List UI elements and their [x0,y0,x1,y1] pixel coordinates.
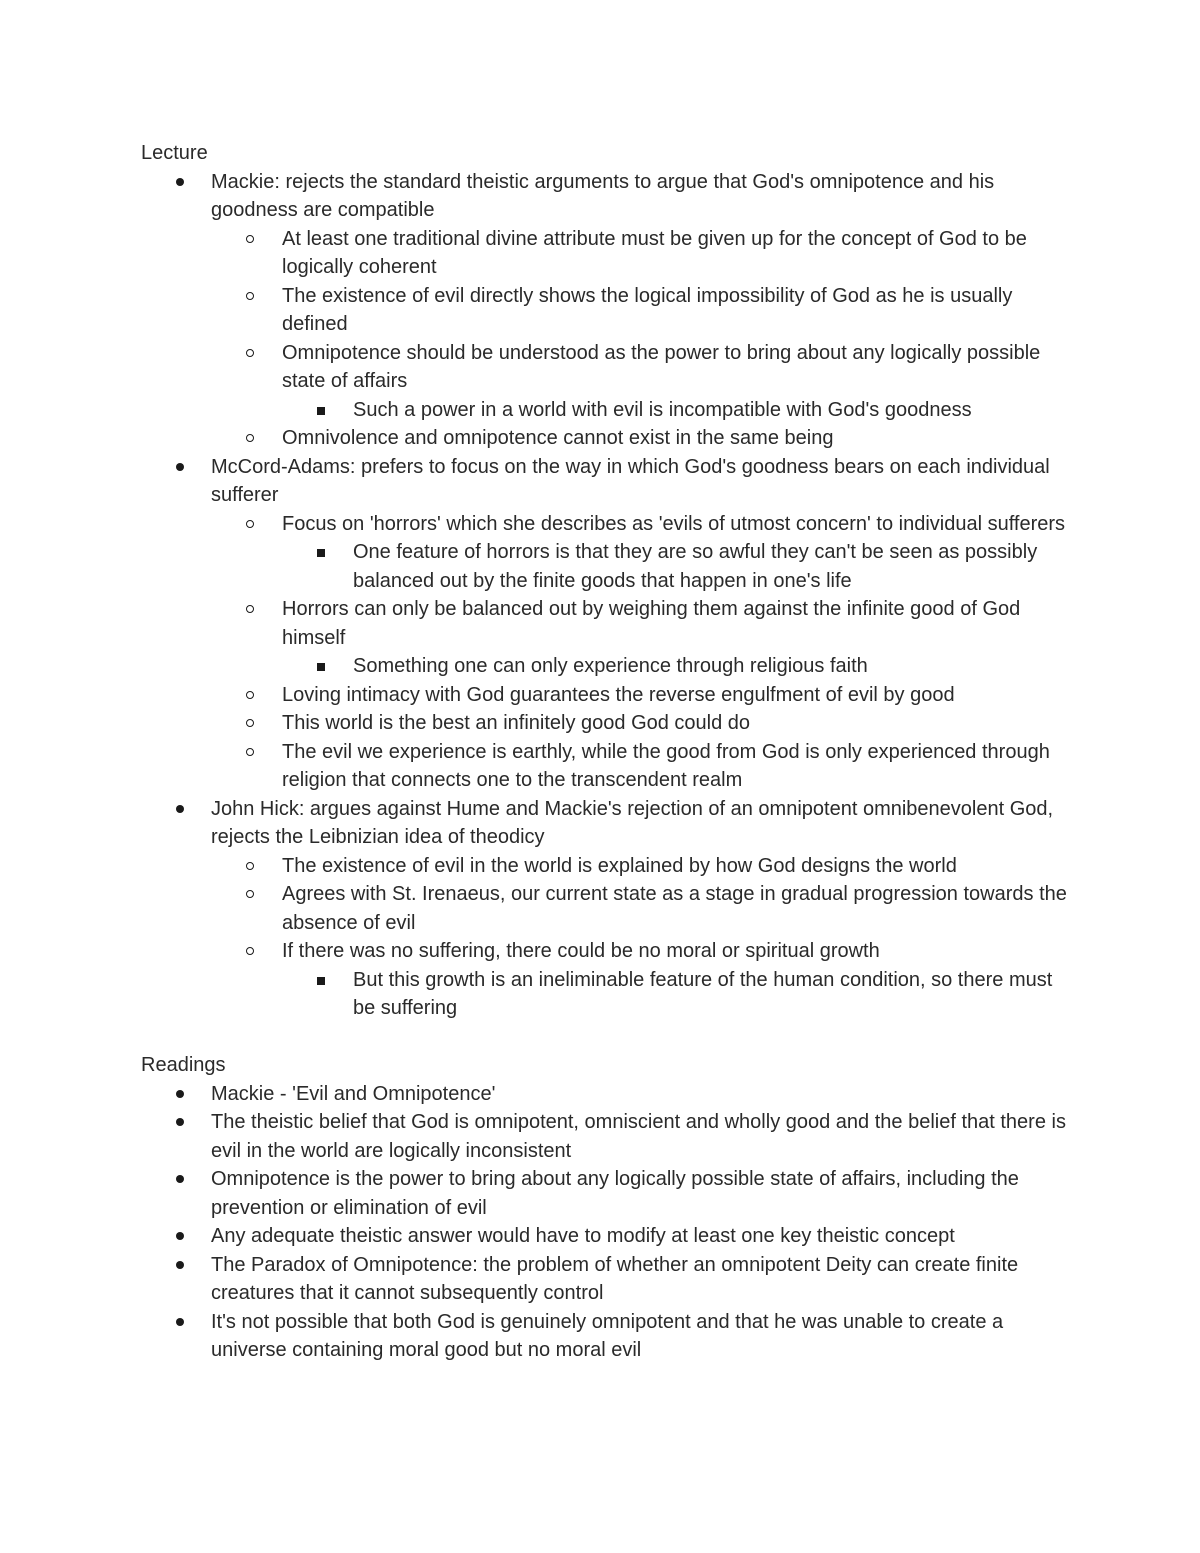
bullet-circle-icon [246,424,254,453]
bullet-circle-icon [246,225,254,254]
list-item-text: Such a power in a world with evil is incompatible with God's goodness [353,398,972,421]
list-item-text: Omnivolence and omnipotence cannot exist in the same being [282,427,834,449]
bullet-circle-icon [246,681,254,710]
list-item-text: Mackie - 'Evil and Omnipotence' [211,1082,496,1105]
bullet-disc-icon [176,1308,184,1337]
document-page [141,139,1071,1365]
bullet-circle-icon [246,339,254,368]
bullet-shape [176,805,184,813]
bullet-shape [246,292,254,300]
bullet-disc-icon [176,1251,184,1280]
list-item-text: The existence of evil directly shows the logical impossibility of God as he is usually defined [282,284,1013,335]
list-item-text: The Paradox of Omnipotence: the problem of whether an omnipotent Deity can create finite creatures that it cannot subsequently control [211,1253,1019,1304]
bullet-shape [317,549,325,557]
list-item [141,339,1071,396]
bullet-shape [246,349,254,357]
lecture-list [141,168,1071,1023]
list-item [141,1108,1071,1165]
list-item [141,966,1071,1023]
bullet-circle-icon [246,937,254,966]
list-item [141,595,1071,652]
bullet-shape [176,1232,184,1240]
list-item [141,282,1071,339]
list-item [141,225,1071,282]
bullet-shape [246,947,254,955]
section-title-readings: Readings [141,1054,226,1076]
bullet-shape [176,1318,184,1326]
list-item [141,453,1071,510]
bullet-shape [176,1261,184,1269]
list-item-text: The evil we experience is earthly, while the good from God is only experienced through religion that connects one to the transcendent realm [282,740,1050,791]
list-item-text: One feature of horrors is that they are so awful they can't be seen as possibly balanced out by the finite goods that happen in one's life [353,541,1038,592]
list-item [141,738,1071,795]
bullet-shape [317,977,325,985]
list-item [141,709,1071,738]
list-item-text: Agrees with St. Irenaeus, our current state as a stage in gradual progression towards the absence of evil [282,883,1067,934]
list-item-text: It's not possible that both God is genuinely omnipotent and that he was unable to create a universe containing moral good but no moral evil [211,1310,1004,1361]
bullet-shape [176,178,184,186]
section-title-lecture: Lecture [141,142,208,164]
bullet-shape [246,748,254,756]
bullet-shape [176,1090,184,1098]
list-item [141,424,1071,453]
list-item [141,1080,1071,1109]
bullet-shape [317,663,325,671]
bullet-circle-icon [246,709,254,738]
bullet-shape [246,890,254,898]
list-item-text: Omnipotence should be understood as the power to bring about any logically possible state of affairs [282,341,1041,392]
list-item [141,396,1071,425]
list-item-text: This world is the best an infinitely good God could do [282,712,751,734]
bullet-shape [176,1118,184,1126]
bullet-disc-icon [176,1222,184,1251]
list-item-text: Loving intimacy with God guarantees the reverse engulfment of evil by good [282,683,955,706]
list-item-text: Any adequate theistic answer would have to modify at least one key theistic concept [211,1225,955,1247]
list-item-text: Omnipotence is the power to bring about any logically possible state of affairs, including the prevention or elimination of evil [211,1168,1019,1219]
bullet-circle-icon [246,595,254,624]
bullet-disc-icon [176,1080,184,1109]
list-item [141,937,1071,966]
list-item-text: John Hick: argues against Hume and Mackie's rejection of an omnipotent omnibenevolent God, rejects the Leibnizian idea of theodicy [211,797,1054,848]
list-item-text: If there was no suffering, there could be no moral or spiritual growth [282,940,880,962]
bullet-shape [246,605,254,613]
bullet-shape [246,691,254,699]
bullet-shape [176,1175,184,1183]
list-item-text: The theistic belief that God is omnipotent, omniscient and wholly good and the belief that there is evil in the world are logically inconsistent [211,1111,1066,1162]
list-item [141,510,1071,539]
bullet-disc-icon [176,168,184,197]
bullet-shape [246,520,254,528]
bullet-disc-icon [176,1108,184,1137]
bullet-shape [246,235,254,243]
list-item-text: The existence of evil in the world is explained by how God designs the world [282,854,957,877]
section-spacer [141,1023,1071,1052]
bullet-circle-icon [246,510,254,539]
bullet-circle-icon [246,282,254,311]
list-item-text: Horrors can only be balanced out by weighing them against the infinite good of God himself [282,598,1021,649]
bullet-shape [246,719,254,727]
list-item [141,1165,1071,1222]
bullet-square-icon [317,966,325,995]
list-item [141,681,1071,710]
list-item [141,1251,1071,1308]
bullet-shape [246,862,254,870]
bullet-square-icon [317,538,325,567]
bullet-circle-icon [246,880,254,909]
bullet-shape [317,407,325,415]
bullet-circle-icon [246,852,254,881]
list-item [141,795,1071,852]
list-item [141,1308,1071,1365]
bullet-circle-icon [246,738,254,767]
bullet-square-icon [317,652,325,681]
list-item [141,852,1071,881]
list-item [141,1222,1071,1251]
bullet-shape [246,434,254,442]
bullet-disc-icon [176,795,184,824]
list-item-text: But this growth is an ineliminable feature of the human condition, so there must be suffering [353,968,1053,1019]
list-item-text: At least one traditional divine attribute must be given up for the concept of God to be logically coherent [282,227,1027,278]
list-item [141,652,1071,681]
bullet-shape [176,463,184,471]
list-item-text: Something one can only experience through religious faith [353,655,868,677]
list-item-text: McCord-Adams: prefers to focus on the way in which God's goodness bears on each individual sufferer [211,455,1050,506]
list-item [141,168,1071,225]
bullet-disc-icon [176,453,184,482]
bullet-disc-icon [176,1165,184,1194]
list-item [141,538,1071,595]
list-item-text: Focus on 'horrors' which she describes as 'evils of utmost concern' to individual sufferers [282,512,1066,535]
readings-list [141,1080,1071,1365]
list-item [141,880,1071,937]
bullet-square-icon [317,396,325,425]
list-item-text: Mackie: rejects the standard theistic arguments to argue that God's omnipotence and his goodness are compatible [211,170,995,221]
